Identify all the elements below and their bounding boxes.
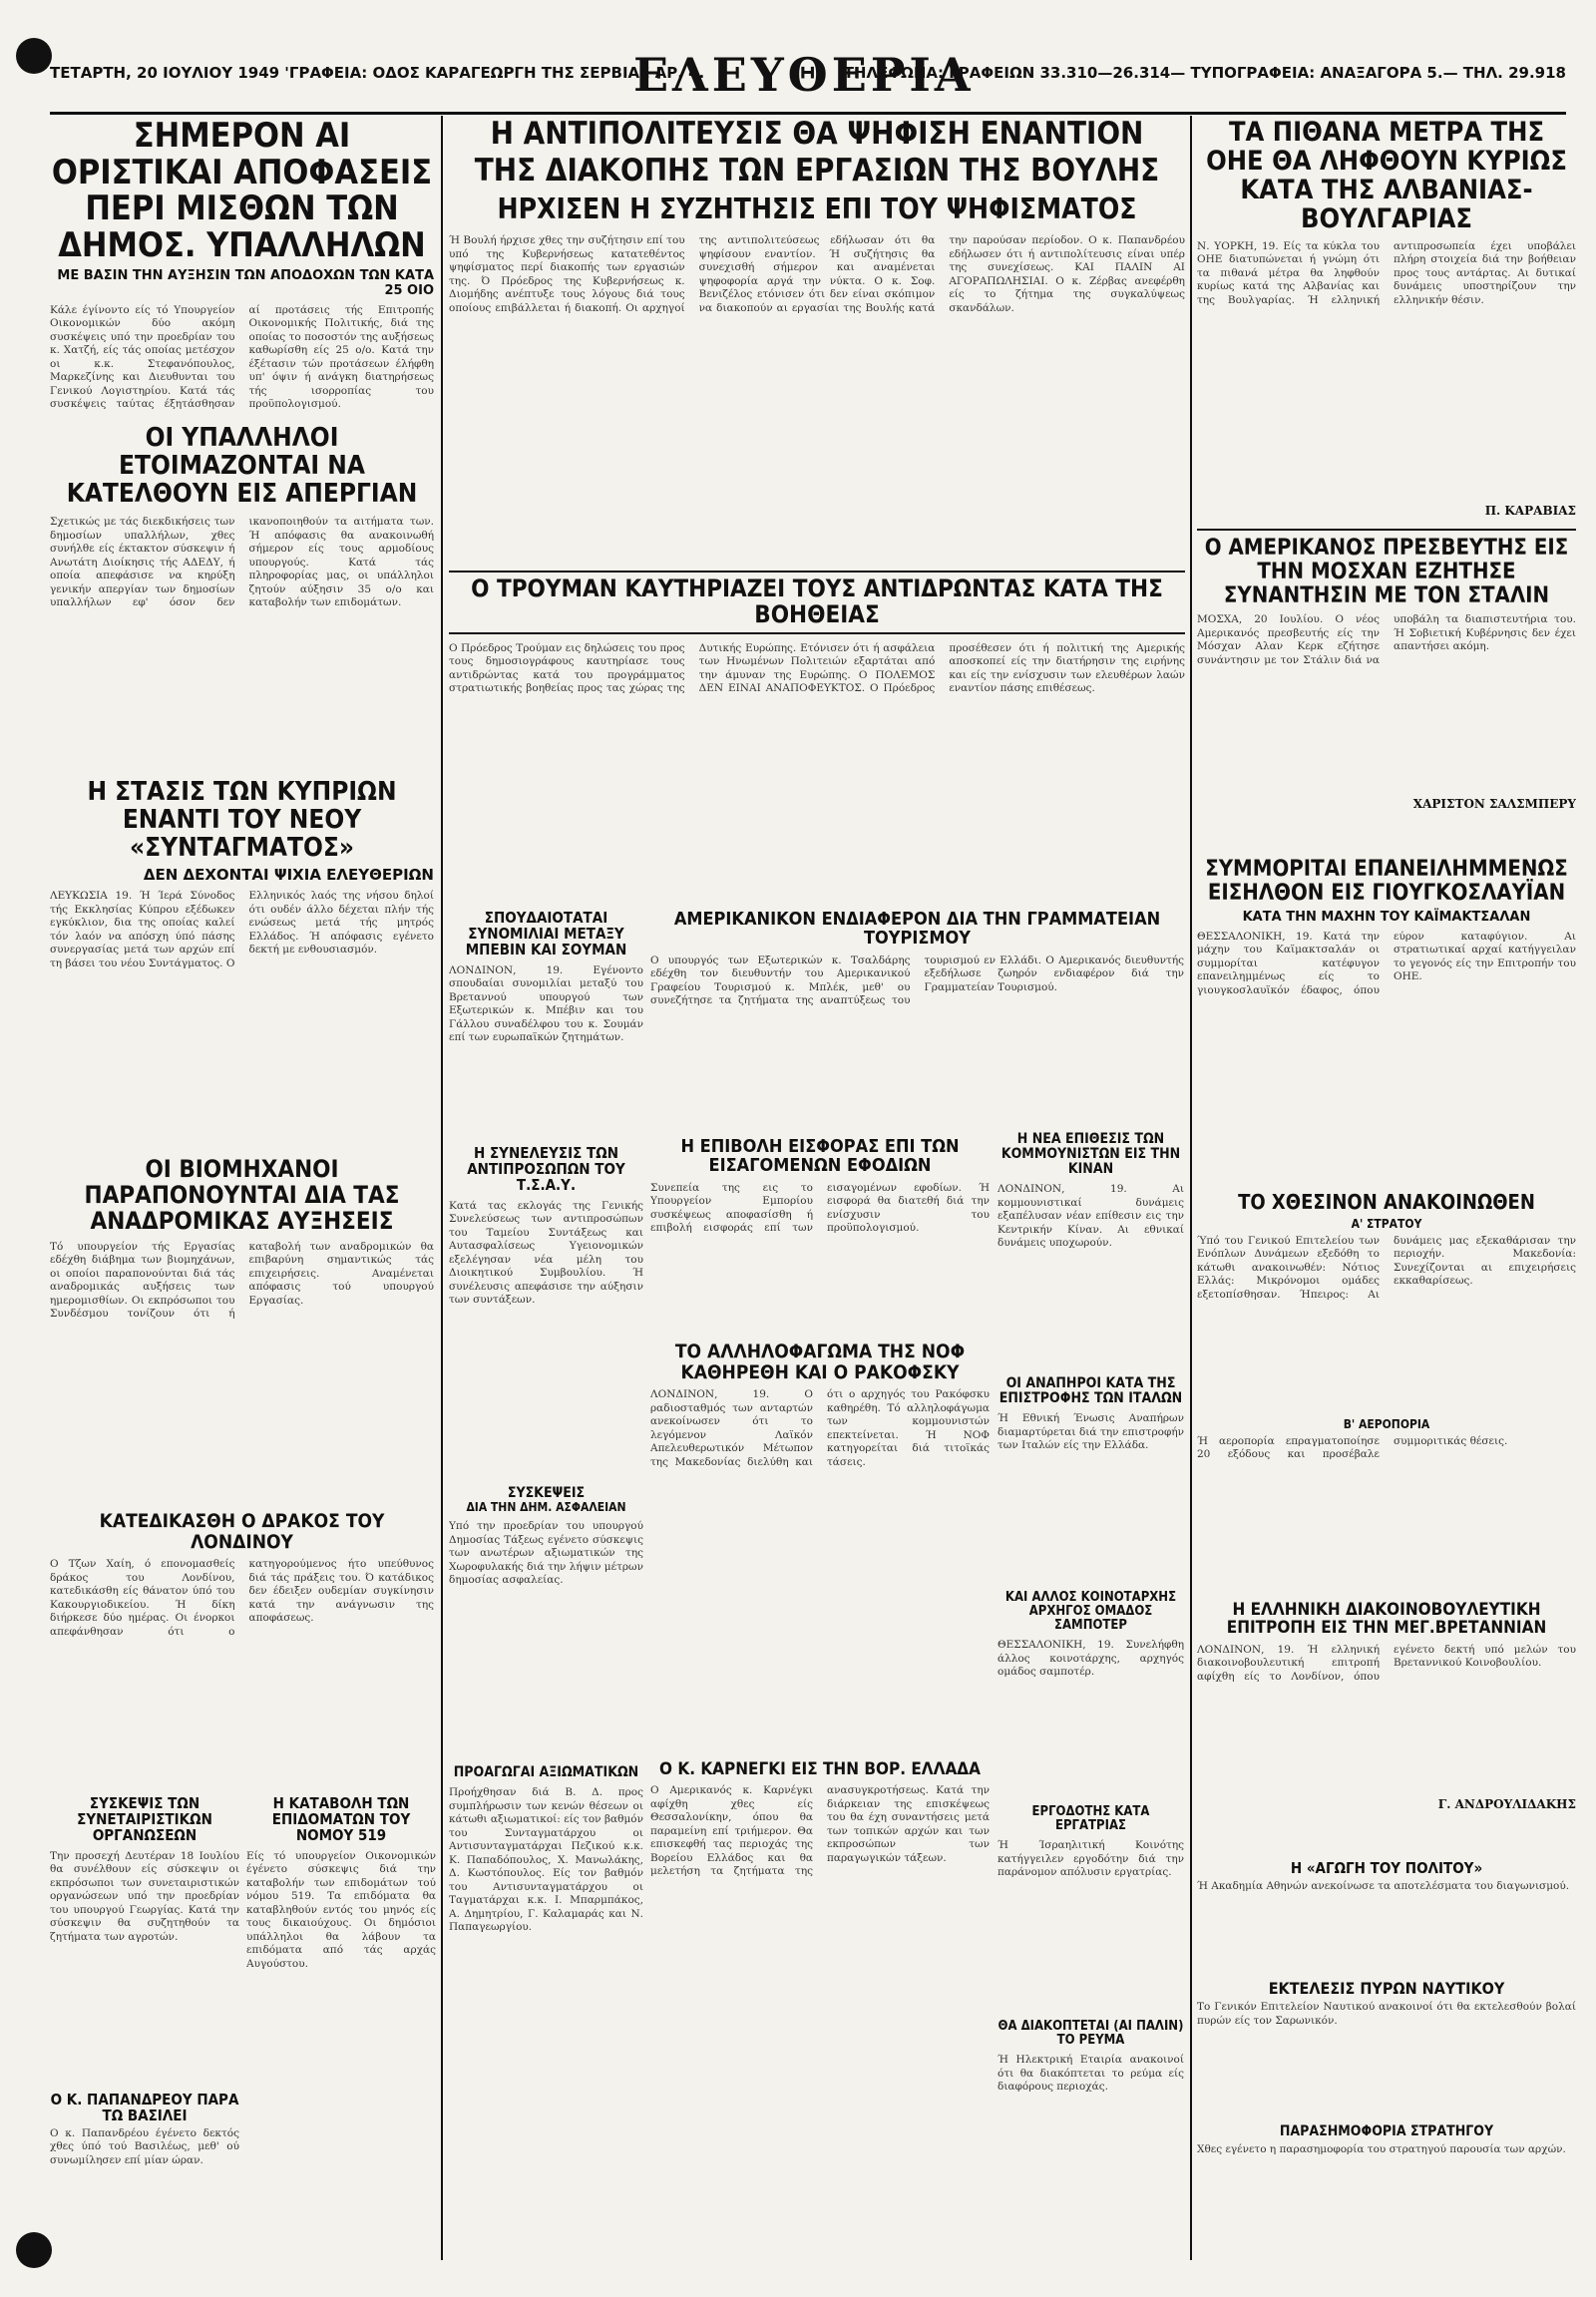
subheadline: ΔΕΝ ΔΕΧΟΝΤΑΙ ΨΙΧΙΑ ΕΛΕΥΘΕΡΙΩΝ [143,866,434,885]
byline: ΧΑΡΙΣΤΟΝ ΣΑΛΣΜΠΕΡΥ [1412,797,1576,812]
article-truman [449,571,1185,900]
headline: Η ΚΑΤΑΒΟΛΗ ΤΩΝ ΕΠΙΔΟΜΑΤΩΝ ΤΟΥ ΝΟΜΟΥ 519 [271,1795,411,1845]
subheadline: ΔΙΑ ΤΗΝ ΔΗΜ. ΑΣΦΑΛΕΙΑΝ [466,1500,626,1515]
byline: Γ. ΑΝΔΡΟΥΛΙΔΑΚΗΣ [1437,1796,1576,1811]
article-body: Τό υπουργείον τής Εργασίας εδέχθη διάβημα των βιομηχάνων, οι οποίοι παραπονούνται διά τάς αναδρομικάς αυξήσεις των ημερομισθίων. Οι εκπρόσωποι του Συνδέσμου τονίζουν ότι ή καταβολή των αναδρομικών θα επιβαρύνη σημαντικώς τάς επιχειρήσεις. Αναμένεται απόφασις τού υπουργού Εργασίας. [50,1240,434,1321]
article-body: ΛΟΝΔΙΝΟΝ, 19. Ή ελληνική διακοινοβουλευτική επιτροπή αφίχθη είς το Λονδίνον, όπου εγένετο δεκτή υπό μελών του Βρεταννικού Κοινοβουλίου. [1197,1643,1576,1683]
article-syneteristikes [50,1795,239,2254]
headline: Η ΕΠΙΒΟΛΗ ΕΙΣΦΟΡΑΣ ΕΠΙ ΤΩΝ ΕΙΣΑΓΟΜΕΝΩΝ ΕΦΟΔΙΩΝ [680,1137,960,1177]
article-body: Υπό την προεδρίαν του υπουργού Δημοσίας Τάξεως εγένετο σύσκεψις των ανωτέρων αξιωματικών της Χωροφυλακής διά την λήψιν μέτρων δημοσίας ασφαλείας. [449,1520,643,1587]
headline: Η ΣΤΑΣΙΣ ΤΩΝ ΚΥΠΡΙΩΝ ΕΝΑΝΤΙ ΤΟΥ ΝΕΟΥ «ΣΥΝΤΑΓΜΑΤΟΣ» [87,778,397,864]
punch-hole-bottom [16,2232,52,2268]
article-eisfora [650,1137,990,1337]
headline: ΕΚΤΕΛΕΣΙΣ ΠΥΡΩΝ ΝΑΥΤΙΚΟΥ [1268,1980,1505,1998]
punch-hole-top [16,38,52,74]
column-rule [441,116,443,2260]
section-stratos: Α' ΣΤΡΑΤΟΥ [1351,1216,1422,1231]
article-body: Χθες εγένετο η παρασημοφορία του στρατηγού παρουσία των αρχών. [1197,2143,1566,2156]
article-kypros [50,778,434,1147]
article-tourismos [650,910,1184,1129]
article-parasimoforia [1197,2124,1576,2254]
article-katavoli [246,1795,436,2254]
article-ohe [1197,118,1576,522]
headline: Η ΕΛΛΗΝΙΚΗ ΔΙΑΚΟΙΝΟΒΟΥΛΕΥΤΙΚΗ ΕΠΙΤΡΟΠΗ ΕΙΣ ΤΗΝ ΜΕΓ.ΒΡΕΤΑΝΝΙΑΝ [1226,1601,1547,1639]
article-body: Ή Βουλή ήρχισε χθες την συζήτησιν επί του υπό της Κυβερνήσεως κατατεθέντος ψηφίσματος περί διακοπής των εργασιών της. Ό Πρόεδρος της Κυβερνήσεως κ. Διομήδης ανέπτυξε τους λόγους διά τους οποίους επιβάλλεται ή διακοπή. Οι αρχηγοί της αντιπολιτεύσεως εδήλωσαν ότι θα ψηφίσουν εναντίον. Ή συζήτησις θα συνεχισθή σήμερον και αναμένεται ψηφοφορία αργά την νύκτα. Ο κ. Σοφ. Βενιζέλος ετόνισεν ότι δεν είναι σκόπιμον να διακοπούν αι εργασίαι της Βουλής κατά την παρούσαν περίοδον. Ο κ. Παπανδρέου εδήλωσεν ότι ή αντιπολίτευσις είναι υπέρ της συνεχίσεως. ΚΑΙ ΠΑΛΙΝ ΑΙ ΑΓΟΡΑΠΩΛΗΣΙΑΙ. Ο κ. Ζέρβας ανεφέρθη είς το ζήτημα της συγκαλύψεως σκανδάλων. [449,234,1185,314]
article-axiomatikoi [449,1765,643,2254]
article-body: ΘΕΣΣΑΛΟΝΙΚΗ, 19. Κατά την μάχην του Καϊμακτσαλάν οι συμμορίται κατέφυγον επανειλημμένως είς το γιουγκοσλαυϊκόν έδαφος, όπου εύρον καταφύγιον. Αι στρατιωτικαί αρχαί κατήγγειλαν το γεγονός είς την Επιτροπήν του ΟΗΕ. [1197,930,1576,996]
article-body: Σχετικώς με τάς διεκδικήσεις των δημοσίων υπαλλήλων, χθες συνήλθε είς έκτακτον σύσκεψιν ή Ανωτάτη Διοίκησις τής ΑΔΕΔΥ, ή οποία απεφάσισε να κηρύξη γενικήν απεργίαν των δημοσίων υπαλλήλων εφ' όσον δεν ικανοποιηθούν τα αιτήματα των. Ή απόφασις θα ανακοινωθή σήμερον είς τους αρμοδίους υπουργούς. Κατά τάς πληροφορίας μας, οι υπάλληλοι ζητούν αύξησιν 35 ο/ο και καταβολήν των επιδομάτων. [50,516,434,609]
headline: ΟΙ ΥΠΑΛΛΗΛΟΙ ΕΤΟΙΜΑΖΟΝΤΑΙ ΝΑ ΚΑΤΕΛΘΟΥΝ ΕΙΣ ΑΠΕΡΓΙΑΝ [66,424,418,510]
headline: Ο ΤΡΟΥΜΑΝ ΚΑΥΤΗΡΙΑΖΕΙ ΤΟΥΣ ΑΝΤΙΔΡΩΝΤΑΣ ΚΑΤΑ ΤΗΣ ΒΟΗΘΕΙΑΣ [449,571,1185,634]
article-sygkeyseis [449,1486,643,1755]
headline-line-1: Η ΑΝΤΙΠΟΛΙΤΕΥΣΙΣ ΘΑ ΨΗΦΙΣΗ ΕΝΑΝΤΙΟΝ [490,118,1144,152]
headline: ΘΑ ΔΙΑΚΟΠΤΕΤΑΙ (ΑΙ ΠΑΛΙΝ) ΤΟ ΡΕΥΜΑ [998,2020,1184,2049]
article-body: Ύπό του Γενικού Επιτελείου των Ενόπλων Δυνάμεων εξεδόθη το κάτωθι ανακοινωθέν: Νότιος Ελλάς: Μικρόνομοι ομάδες εξετοπίσθησαν. Ήπειρος: Αι δυνάμεις μας εξεκαθάρισαν την περιοχήν. Μακεδονία: Συνεχίζονται αι επιχειρήσεις εκκαθαρίσεως. [1197,1234,1576,1301]
headline: ΣΥΣΚΕΨΙΣ ΤΩΝ ΣΥΝΕΤΑΙΡΙΣΤΙΚΩΝ ΟΡΓΑΝΩΣΕΩΝ [77,1795,212,1845]
article-body: ΛΕΥΚΩΣΙΑ 19. Ή Ίερά Σύνοδος τής Εκκλησίας Κύπρου εξέδωκεν εγκύκλιον, δια της οποίας καλεί τόν λαόν να απόσχη ύπό πάσης συνεργασίας μετά των αρχών επί τη βάσει του νέου Συντάγματος. Ο Ελληνικός λαός της νήσου δηλοί ότι ουδέν άλλο δέχεται πλήν τής ενώσεως μετά τής μητρός Ελλάδος. Ή απόφασις εγένετο δεκτή με ενθουσιασμόν. [50,890,434,969]
article-anapiroi [998,1376,1184,1576]
article-body: Ο Τζων Χαίη, ό επονομασθείς δράκος του Λονδίνου, κατεδικάσθη είς θάνατον ύπό του Κακουργιοδικείου. Ή δίκη διήρκεσε δύο ημέρας. Οι ένορκοι απεφάνθησαν ότι ο κατηγορούμενος ήτο υπεύθυνος διά τάς πράξεις του. Ό κατάδικος δεν έδειξεν ουδεμίαν συγκίνησιν κατά την ανάγνωσιν της αποφάσεως. [50,1558,434,1638]
headline: Η ΝΕΑ ΕΠΙΘΕΣΙΣ ΤΩΝ ΚΟΜΜΟΥΝΙΣΤΩΝ ΕΙΣ ΤΗΝ ΚΙΝΑΝ [1000,1132,1181,1178]
article-body: Ή Ίσραηλιτική Κοινότης κατήγγειλεν εργοδότην διά την παράνομον απόλυσιν εργατρίας. [998,1839,1184,1879]
article-body: ΛΟΝΔΙΝΟΝ, 19. Αι κομμουνιστικαί δυνάμεις εξαπέλυσαν νέαν επίθεσιν εις την Κεντρικήν Κίναν. Αι εθνικαί δυνάμεις υποχωρούν. [998,1183,1184,1250]
headline: ΟΙ ΒΙΟΜΗΧΑΝΟΙ ΠΑΡΑΠΟΝΟΥΝΤΑΙ ΔΙΑ ΤΑΣ ΑΝΑΔΡΟΜΙΚΑΣ ΑΥΞΗΣΕΙΣ [84,1157,400,1235]
article-misthoi [50,118,434,417]
article-body: Ο Αμερικανός κ. Καρνέγκι αφίχθη χθες είς Θεσσαλονίκην, όπου θα παραμείνη επί τριήμερον. Θα επισκεφθή τας περιοχάς της Βορείου Ελλάδος και θα μελετήση τα ζητήματα της ανασυγκροτήσεως. Κατά την διάρκειαν της επισκέψεως του θα έχη συναντήσεις μετά των τοπικών αρχών και των εκπροσώπων των παραγωγικών τάξεων. [650,1784,990,1878]
headline: ΕΡΓΟΔΟΤΗΣ ΚΑΤΑ ΕΡΓΑΤΡΙΑΣ [1031,1805,1150,1834]
headline: ΣΠΟΥΔΑΙΟΤΑΤΑΙ ΣΥΝΟΜΙΛΙΑΙ ΜΕΤΑΞΥ ΜΠΕΒΙΝ ΚΑΙ ΣΟΥΜΑΝ [465,910,627,959]
headline: Ο Κ. ΠΑΠΑΝΔΡΕΟΥ ΠΑΡΑ ΤΩ ΒΑΣΙΛΕΙ [50,2090,239,2124]
article-body: ΘΕΣΣΑΛΟΝΙΚΗ, 19. Συνελήφθη άλλος κοινοτάρχης, αρχηγός ομάδος σαμποτέρ. [998,1639,1184,1679]
headline: Η «ΑΓΩΓΗ ΤΟΥ ΠΟΛΙΤΟΥ» [1290,1860,1483,1877]
headline: ΤΟ ΧΘΕΣΙΝΟΝ ΑΝΑΚΟΙΝΩΘΕΝ [1238,1192,1535,1214]
article-body: ΛΟΝΔΙΝΟΝ, 19. Εγένοντο σπουδαίαι συνομιλίαι μεταξύ του Βρεταννού υπουργού των Εξωτερικών κ. Μπέβιν και του Γάλλου συναδέλφου του κ. Σουμάν επί των ευρωπαϊκών ζητημάτων. [449,963,643,1044]
article-diakomma [1197,1601,1576,1855]
article-karnegi [650,1760,990,2254]
article-body: ΛΟΝΔΙΝΟΝ, 19. Ο ραδιοσταθμός των ανταρτών ανεκοίνωσεν ότι το λεγόμενον Λαϊκόν Απελευθερωτικόν Μέτωπον της Μακεδονίας διελύθη και ότι ο αρχηγός του Ρακόφσκυ καθηρέθη. Τό αλληλοφάγωμα των κομμουνιστών επεκτείνεται. Ή ΝΟΦ κατηγορείται διά τιτοϊκάς τάσεις. [650,1388,990,1468]
newspaper-title: ΕΛΕΥΘΕΡΙΑ [633,48,975,102]
article-anakoinothen [1197,1192,1576,1591]
headline: ΚΑΙ ΑΛΛΟΣ ΚΟΙΝΟΤΑΡΧΗΣ ΑΡΧΗΓΟΣ ΟΜΑΔΟΣ ΣΑΜΠΟΤΕΡ [1004,1591,1177,1634]
masthead [50,48,1566,115]
article-syndiaskepsis [449,910,643,1139]
article-body: Ν. ΥΟΡΚΗ, 19. Είς τα κύκλα του ΟΗΕ διατυπώνεται ή γνώμη ότι τα πιθανά μέτρα θα ληφθούν κυρίως κατά της Αλβανίας και της Βουλγαρίας. Ή ελληνική αντιπροσωπεία έχει υποβάλει πλήρη στοιχεία διά την βοήθειαν προς τους αντάρτας. Αι δυτικαί δυνάμεις υποστηρίζουν την ελληνικήν θέσιν. [1197,239,1576,306]
article-body: Ή Ηλεκτρική Εταιρία ανακοινοί ότι θα διακόπτεται το ρεύμα είς διαφόρους περιοχάς. [998,2054,1184,2094]
headline: ΠΑΡΑΣΗΜΟΦΟΡΙΑ ΣΤΡΑΤΗΓΟΥ [1279,2124,1494,2139]
masthead-right-info: ΤΗΛΕΦΩΝΑ: ΓΡΑΦΕΙΩΝ 33.310—26.314— ΤΥΠΟΓΡΑΦΕΙΑ: ΑΝΑΞΑΓΟΡΑ 5.— ΤΗΛ. 29.918 [843,64,1566,82]
article-tsay [449,1145,643,1474]
article-body: Την προσεχή Δευτέραν 18 Ιουλίου θα συνέλθουν είς σύσκεψιν οι εκπρόσωποι των συνεταιριστικών οργανώσεων υπό την προεδρίαν του υπουργού Γεωργίας. Κατά την σύσκεψιν θα συζητηθούν τα ζητήματα των αγροτών. [50,1849,239,1943]
article-body: Ή Εθνική Ένωσις Αναπήρων διαμαρτύρεται διά την επιστροφήν των Ιταλών είς την Ελλάδα. [998,1412,1184,1452]
article-ektelesis [1197,1980,1576,2119]
article-body: Ο Πρόεδρος Τρούμαν εις δηλώσεις του προς τους δημοσιογράφους καυτηρίασε τους αντιδρώντας κατά του προγράμματος στρατιωτικής βοηθείας προς τας χώρας της Δυτικής Ευρώπης. Ετόνισεν ότι ή ασφάλεια των Ηνωμένων Πολιτειών εξαρτάται από την άμυναν της Ευρώπης. Ο ΠΟΛΕΜΟΣ ΔΕΝ ΕΙΝΑΙ ΑΝΑΠΟΦΕΥΚΤΟΣ. Ο Πρόεδρος προσέθεσεν ότι ή πολιτική της Αμερικής αποσκοπεί είς την διατήρησιν της ειρήνης και είς την ενίσχυσιν των ελευθέρων λαών εναντίον πάσης επιθέσεως. [449,641,1185,695]
headline-line-2: ΤΗΣ ΔΙΑΚΟΠΗΣ ΤΩΝ ΕΡΓΑΣΙΩΝ ΤΗΣ ΒΟΥΛΗΣ [474,153,1160,190]
headline: Ο Κ. ΚΑΡΝΕΓΚΙ ΕΙΣ ΤΗΝ ΒΟΡ. ΕΛΛΑΔΑ [659,1760,981,1779]
headline: ΑΜΕΡΙΚΑΝΙΚΟΝ ΕΝΔΙΑΦΕΡΟΝ ΔΙΑ ΤΗΝ ΓΡΑΜΜΑΤΕΙΑΝ ΤΟΥΡΙΣΜΟΥ [673,910,1161,950]
article-viomihanoi [50,1157,434,1501]
article-archigos [998,1591,1184,1790]
headline: ΚΑΤΕΔΙΚΑΣΘΗ Ο ΔΡΑΚΟΣ ΤΟΥ ΛΟΝΔΙΝΟΥ [99,1511,385,1553]
byline: Π. ΚΑΡΑΒΙΑΣ [1484,503,1576,518]
article-ergodotis [998,1805,1184,2005]
section-aeroporia: Β' ΑΕΡΟΠΟΡΙΑ [1343,1416,1430,1431]
article-revma [998,2020,1184,2254]
article-symmorites [1197,858,1576,1187]
article-vouli [449,118,1185,567]
masthead-left-info: ΤΕΤΑΡΤΗ, 20 ΙΟΥΛΙΟΥ 1949 'ΓΡΑΦΕΙΑ: ΟΔΟΣ ΚΑΡΑΓΕΩΡΓΗ ΤΗΣ ΣΕΡΒΙΑΣ ΑΡ. 4. [50,64,705,82]
article-body: Προήχθησαν διά Β. Δ. προς συμπλήρωσιν των κενών θέσεων οι κάτωθι αξιωματικοί: είς τον βαθμόν του Συνταγματάρχου οι Αντισυνταγματάρχαι Πεζικού κ.κ. Κ. Παπαδόπουλος, Χ. Μανωλάκης, Δ. Κωστόπουλος. Είς τον βαθμόν του Αντισυνταγματάρχου οι Ταγματάρχαι κ.κ. Ι. Μπαρμπάκος, Α. Δημητρίου, Γ. Καλαμαράς και Ν. Παπαγεωργίου. [449,1786,643,1934]
headline-line-3: ΗΡΧΙΣΕΝ Η ΣΥΖΗΤΗΣΙΣ ΕΠΙ ΤΟΥ ΨΗΦΙΣΜΑΤΟΣ [497,191,1137,225]
column-rule [1190,116,1192,2260]
article-nof [650,1341,990,1750]
article-body: Κάλε έγίνοντο είς τό Υπουργείον Οικονομικών δύο ακόμη συσκέψεις υπό την προεδρίαν του κ. Χατζή, είς τάς οποίας μετέσχον οι κ.κ. Στεφανόπουλος, Μαρκεζίνης και Διευθυνται του Γενικού Λογιστηρίου. Κατά τάς συσκέψεις ταύτας έξητάσθησαν αί προτάσεις τής Επιτροπής Οικονομικής Πολιτικής, διά της οποίας το ποσοστόν της αυξήσεως καθωρίσθη είς 25 ο/ο. Κατά την έξέτασιν τών προτάσεων έλήφθη υπ' όψιν ή ανάγκη διατηρήσεως τής ισορροπίας του προϋπολογισμού. [50,303,434,411]
article-drakos [50,1511,434,1790]
article-body: Το Γενικόν Επιτελείον Ναυτικού ανακοινοί ότι θα εκτελεσθούν βολαί πυρών είς τον Σαρωνικόν. [1197,2001,1576,2027]
article-ypalliloi [50,424,434,773]
article-body: Κατά τας εκλογάς της Γενικής Συνελεύσεως των αντιπροσώπων του Ταμείου Συντάξεως και Αυτασφαλίσεως Υγειονομικών εξελέγησαν νέα μέλη του Διοικητικού Συμβουλίου. Ή συνέλευσις απεφάσισε την αύξησιν των συντάξεων. [449,1199,643,1307]
article-body: Είς τό υπουργείον Οικονομικών έγένετο σύσκεψις διά την καταβολήν των επιδομάτων τού νόμου 519. Τα επιδόματα θα καταβληθούν εντός του μηνός είς τους δικαιούχους. Οι δημόσιοι υπάλληλοι θα λάβουν τα επιδόματα από τάς αρχάς Αυγούστου. [246,1849,436,1970]
headline: ΤΑ ΠΙΘΑΝΑ ΜΕΤΡΑ ΤΗΣ ΟΗΕ ΘΑ ΛΗΦΘΟΥΝ ΚΥΡΙΩΣ ΚΑΤΑ ΤΗΣ ΑΛΒΑΝΙΑΣ-ΒΟΥΛΓΑΡΙΑΣ [1206,118,1567,235]
article-body: Ο υπουργός των Εξωτερικών κ. Τσαλδάρης εδέχθη τον διευθυντήν του Αμερικανικού Γραφείου Τουρισμού κ. Μπλέκ, μεθ' ου συνεζήτησε τα ζητήματα της αναπτύξεως του τουρισμού εν Ελλάδι. Ο Αμερικανός διευθυντής εξεδήλωσε ζωηρόν ενδιαφέρον διά την Γραμματείαν Τουρισμού. [650,954,1184,1007]
subheadline: ΚΑΤΑ ΤΗΝ ΜΑΧΗΝ ΤΟΥ ΚΑΪΜΑΚΤΣΑΛΑΝ [1242,909,1531,925]
article-body: Ή αεροπορία επραγματοποίησε 20 εξόδους και προσέβαλε συμμοριτικάς θέσεις. [1197,1434,1508,1460]
headline: ΣΥΜΜΟΡΙΤΑΙ ΕΠΑΝΕΙΛΗΜΜΕΝΩΣ ΕΙΣΗΛΘΟΝ ΕΙΣ ΓΙΟΥΓΚΟΣΛΑΥΪΑΝ [1205,858,1568,906]
subheadline: ΜΕ ΒΑΣΙΝ ΤΗΝ ΑΥΞΗΣΙΝ ΤΩΝ ΑΠΟΔΟΧΩΝ ΤΩΝ ΚΑΤΑ 25 ΟΙΟ [57,267,434,298]
headline: ΣΥΣΚΕΨΕΙΣ [507,1486,586,1501]
article-body: Ή Ακαδημία Αθηνών ανεκοίνωσε τα αποτελέσματα του διαγωνισμού. [1197,1880,1570,1893]
headline: ΣΗΜΕΡΟΝ ΑΙ ΟΡΙΣΤΙΚΑΙ ΑΠΟΦΑΣΕΙΣ ΠΕΡΙ ΜΙΣΘΩΝ ΤΩΝ ΔΗΜΟΣ. ΥΠΑΛΛΗΛΩΝ [51,118,433,266]
headline: ΠΡΟΑΓΩΓΑΙ ΑΞΙΩΜΑΤΙΚΩΝ [453,1765,639,1780]
headline: Ο ΑΜΕΡΙΚΑΝΟΣ ΠΡΕΣΒΕΥΤΗΣ ΕΙΣ ΤΗΝ ΜΟΣΧΑΝ ΕΖΗΤΗΣΕ ΣΥΝΑΝΤΗΣΙΝ ΜΕ ΤΟΝ ΣΤΑΛΙΝ [1197,529,1576,607]
article-body: ΜΟΣΧΑ, 20 Ιουλίου. Ο νέος Αμερικανός πρεσβευτής είς την Μόσχαν Αλαν Κερκ εζήτησε συνάντησιν με τον Στάλιν διά να υποβάλη τα διαπιστευτήρια του. Ή Σοβιετική Κυβέρνησις δεν έχει απαντήσει ακόμη. [1197,613,1576,666]
article-presveftis [1197,529,1576,853]
article-body: Συνεπεία της εις το Υπουργείον Εμπορίου συσκέψεως αποφασίσθη ή επιβολή εισφοράς επί των εισαγομένων εφοδίων. Ή εισφορά θα διατεθή διά την ενίσχυσιν του προϋπολογισμού. [650,1181,990,1235]
headline: Η ΣΥΝΕΛΕΥΣΙΣ ΤΩΝ ΑΝΤΙΠΡΟΣΩΠΩΝ ΤΟΥ Τ.Σ.Α.Υ. [467,1145,625,1195]
headline: ΟΙ ΑΝΑΠΗΡΟΙ ΚΑΤΑ ΤΗΣ ΕΠΙΣΤΡΟΦΗΣ ΤΩΝ ΙΤΑΛΩΝ [998,1376,1183,1407]
article-agogi [1197,1860,1576,1970]
article-kommounistes [998,1132,1184,1361]
article-body: Ο κ. Παπανδρέου έγένετο δεκτός χθες ύπό τού Βασιλέως, μεθ' ού συνωμίλησεν επί μίαν ώραν. [50,2126,239,2166]
headline: ΤΟ ΑΛΛΗΛΟΦΑΓΩΜΑ ΤΗΣ ΝΟΦ ΚΑΘΗΡΕΘΗ ΚΑΙ Ο ΡΑΚΟΦΣΚΥ [674,1341,966,1383]
